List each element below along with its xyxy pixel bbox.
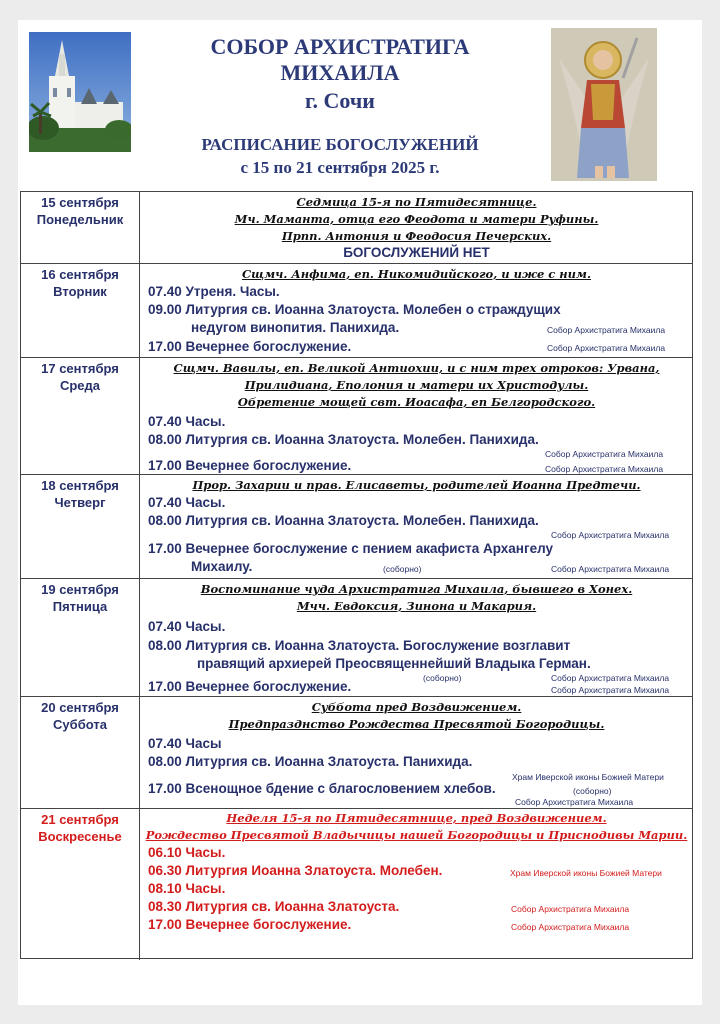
feast-line: Обретение мощей свт. Иоасафа, еп Белгородского. [237, 395, 596, 409]
feast-line: Неделя 15-я по Пятидесятнице, пред Воздвижением. [226, 811, 607, 825]
title-line2: МИХАИЛА [280, 60, 400, 85]
day-weekday: Понедельник [36, 212, 124, 227]
schedule-row-21 [21, 809, 692, 960]
service-line: 08.00 Литургия св. Иоанна Златоуста. Молебен. Панихида. [148, 432, 539, 447]
location-label: Храм Иверской иконы Божией Матери [512, 772, 664, 782]
schedule-row-20 [21, 697, 692, 809]
day-cell [21, 264, 140, 357]
day-content [141, 579, 692, 696]
schedule-row-18 [21, 475, 692, 579]
location-label: Собор Архистратига Михаила [545, 464, 664, 474]
schedule-table [20, 191, 693, 959]
feast-line: Суббота пред Воздвижением. [311, 700, 522, 714]
service-line: 17.00 Вечернее богослужение. [148, 679, 352, 694]
feast-line: Мч. Маманта, отца его Феодота и матери Руфины. [234, 212, 599, 226]
service-line: 08.00 Литургия св. Иоанна Златоуста. Молебен. Панихида. [148, 513, 539, 528]
day-cell [21, 475, 140, 578]
day-cell [21, 579, 140, 696]
day-weekday: Воскресенье [38, 829, 122, 844]
day-content [141, 697, 692, 808]
feast-line: Предпразднство Рождества Пресвятой Богородицы. [228, 717, 605, 731]
day-date: 16 сентября [41, 267, 119, 282]
location-label: Собор Архистратига Михаила [551, 564, 670, 574]
location-label: Собор Архистратига Михаила [515, 797, 634, 807]
service-line: 08.00 Литургия св. Иоанна Златоуста. Панихида. [148, 754, 473, 769]
day-weekday: Пятница [52, 599, 108, 614]
note-label: (соборно) [383, 564, 422, 574]
archangel-michael-icon [551, 28, 657, 181]
note-label: (соборно) [423, 673, 462, 683]
service-line: 06.30 Литургия Иоанна Златоуста. Молебен. [148, 863, 443, 878]
location-label: Собор Архистратига Михаила [551, 530, 670, 540]
schedule-heading: РАСПИСАНИЕ БОГОСЛУЖЕНИЙ [201, 135, 479, 154]
feast-line: Сщмч. Анфима, еп. Никомидийского, и иже с ним. [242, 267, 591, 281]
day-weekday: Среда [59, 378, 101, 393]
service-line: 08.30 Литургия св. Иоанна Златоуста. [148, 899, 400, 914]
schedule-row-16 [21, 264, 692, 358]
no-services-label: БОГОСЛУЖЕНИЙ НЕТ [343, 245, 490, 260]
feast-line: Седмица 15-я по Пятидесятнице. [296, 195, 537, 209]
feast-line: Прор. Захарии и прав. Елисаветы, родителей Иоанна Предтечи. [192, 478, 641, 492]
feast-line: Воспоминание чуда Архистратига Михаила, бывшего в Хонех. [200, 582, 633, 596]
cathedral-photo [29, 32, 131, 152]
day-content [141, 192, 692, 263]
location-label: Собор Архистратига Михаила [511, 904, 630, 914]
service-line: 07.40 Часы. [148, 414, 226, 429]
feast-line: Прилидиана, Еполония и матери их Христодулы. [244, 378, 589, 392]
service-line: Михаилу. [191, 559, 253, 574]
feast-line: Прпп. Антония и Феодосия Печерских. [281, 229, 552, 243]
day-weekday: Вторник [53, 284, 107, 299]
service-line: 07.40 Утреня. Часы. [148, 284, 280, 299]
feast-line: Рождество Пресвятой Владычицы нашей Богородицы и Приснодивы Марии. [145, 828, 688, 842]
schedule-date-range: с 15 по 21 сентября 2025 г. [240, 158, 440, 177]
schedule-row-17 [21, 358, 692, 475]
service-line: правящий архиерей Преосвященнейший Владыка Герман. [197, 656, 591, 671]
service-line: 08.00 Литургия св. Иоанна Златоуста. Богослужение возглавит [148, 638, 571, 653]
note-label: (соборно) [573, 786, 612, 796]
feast-line: Сщмч. Вавилы, еп. Великой Антиохии, и с ним трех отроков: Урвана, [173, 361, 660, 375]
service-line: 06.10 Часы. [148, 845, 226, 860]
title-line1: СОБОР АРХИСТРАТИГА [210, 34, 470, 59]
day-date: 20 сентября [41, 700, 119, 715]
day-weekday: Суббота [53, 717, 107, 732]
title-city: г. Сочи [305, 88, 375, 113]
service-line: 07.40 Часы. [148, 619, 226, 634]
day-content [141, 475, 692, 578]
day-date: 17 сентября [41, 361, 119, 376]
service-line: 07.40 Часы [148, 736, 222, 751]
location-label: Храм Иверской иконы Божией Матери [510, 868, 662, 878]
service-line: 17.00 Вечернее богослужение. [148, 917, 352, 932]
location-label: Собор Архистратига Михаила [547, 343, 666, 353]
day-cell [21, 192, 140, 263]
feast-line: Мчч. Евдоксия, Зинона и Макария. [296, 599, 537, 613]
location-label: Собор Архистратига Михаила [547, 325, 666, 335]
day-content [141, 264, 692, 357]
day-cell [21, 358, 140, 474]
location-label: Собор Архистратига Михаила [511, 922, 630, 932]
service-line: 09.00 Литургия св. Иоанна Златоуста. Молебен о страждущих [148, 302, 561, 317]
service-line: 17.00 Вечернее богослужение. [148, 458, 352, 473]
schedule-row-19 [21, 579, 692, 697]
service-line: 08.10 Часы. [148, 881, 226, 896]
location-label: Собор Архистратига Михаила [545, 449, 664, 459]
day-cell [21, 697, 140, 808]
day-weekday: Четверг [54, 495, 106, 510]
service-line: 07.40 Часы. [148, 495, 226, 510]
day-content [141, 809, 692, 960]
service-line: 17.00 Вечернее богослужение. [148, 339, 352, 354]
service-line: 17.00 Всенощное бдение с благословением хлебов. [148, 781, 496, 796]
day-date: 19 сентября [41, 582, 119, 597]
location-label: Собор Архистратига Михаила [551, 685, 670, 695]
day-date: 18 сентября [41, 478, 119, 493]
day-date: 15 сентября [41, 195, 119, 210]
day-cell [21, 809, 140, 960]
day-date: 21 сентября [41, 812, 119, 827]
service-line: 17.00 Вечернее богослужение с пением акафиста Архангелу [148, 541, 553, 556]
location-label: Собор Архистратига Михаила [551, 673, 670, 683]
schedule-row-15 [21, 192, 692, 264]
day-content [141, 358, 692, 474]
service-line: недугом винопития. Панихида. [191, 320, 400, 335]
